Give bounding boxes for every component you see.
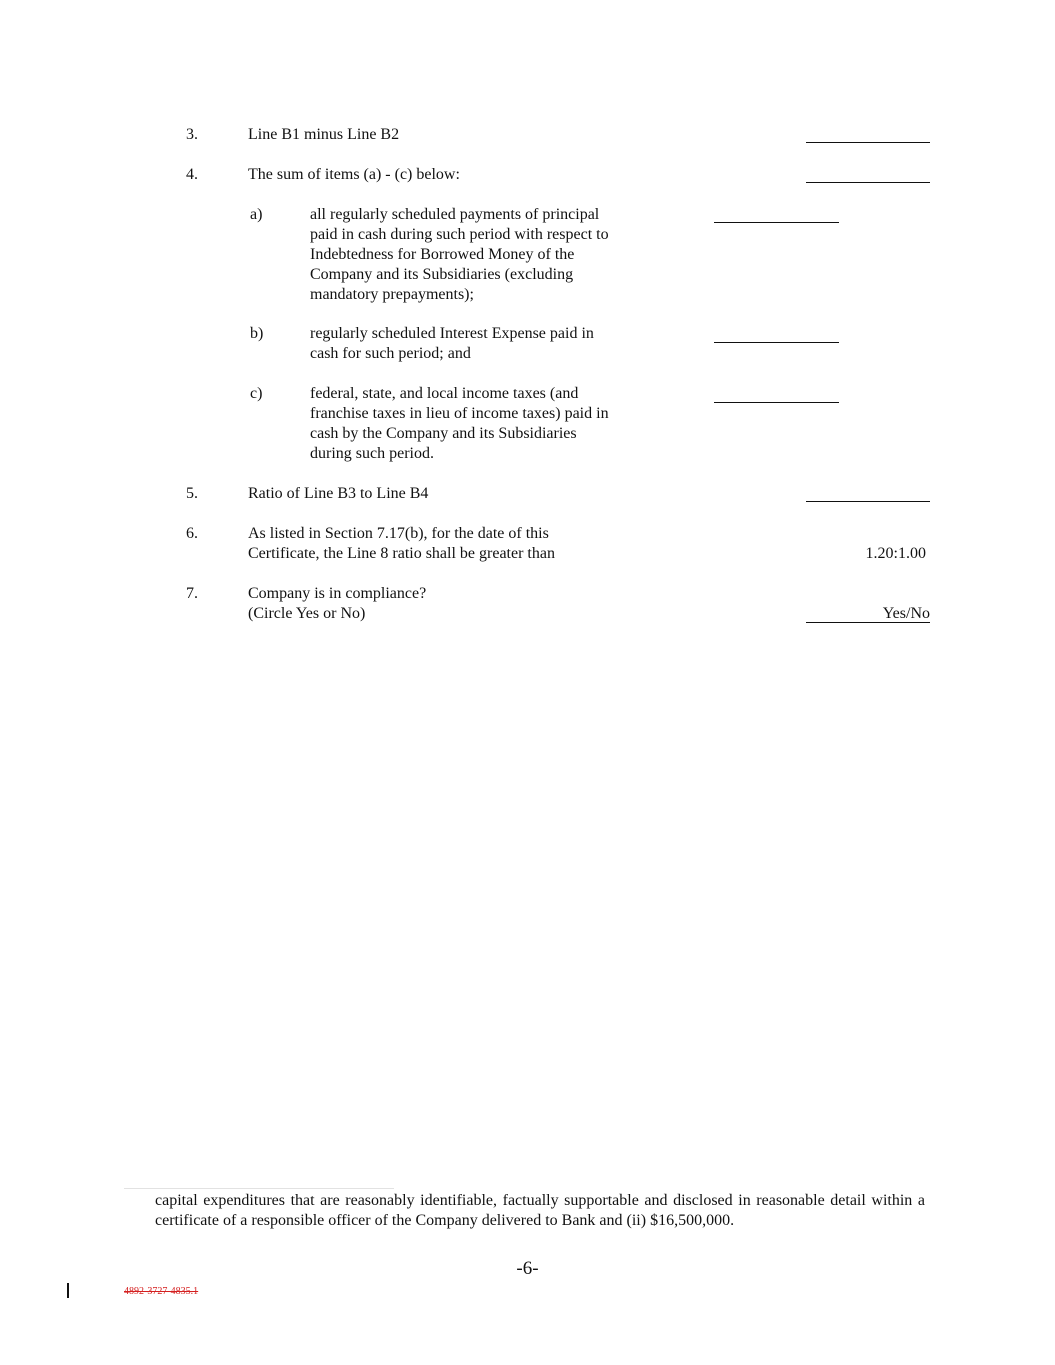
subitem-b-blank-line xyxy=(714,342,839,343)
item-4-text: The sum of items (a) - (c) below: xyxy=(248,166,460,183)
item-7-text-line-2: (Circle Yes or No) xyxy=(248,605,366,622)
item-4-number: 4. xyxy=(186,166,198,183)
document-id: 4892-3727-4835.1 xyxy=(124,1286,199,1297)
item-3-blank-line xyxy=(806,142,930,143)
item-5-number: 5. xyxy=(186,485,198,502)
item-5-blank-line xyxy=(806,501,930,502)
item-5-text: Ratio of Line B3 to Line B4 xyxy=(248,485,429,502)
subitem-b-text: regularly scheduled Interest Expense paid in cash for such period; and xyxy=(310,325,594,362)
item-3-number: 3. xyxy=(186,126,198,143)
item-6-number: 6. xyxy=(186,525,198,542)
item-7-number: 7. xyxy=(186,585,198,602)
item-6-ratio-value: 1.20:1.00 xyxy=(865,545,926,562)
item-7-text-line-1: Company is in compliance? xyxy=(248,585,427,602)
page-number: -6- xyxy=(516,1258,539,1279)
footnote-separator xyxy=(124,1188,394,1189)
subitem-c-letter: c) xyxy=(250,385,263,402)
revision-change-bar xyxy=(67,1283,69,1298)
subitem-a-letter: a) xyxy=(250,206,263,223)
item-3-text: Line B1 minus Line B2 xyxy=(248,126,400,143)
footnote-continuation: capital expenditures that are reasonably identifiable, factually supportable and disclosed in reasonable detail within a certificate of a responsible officer of the Company delivered to Bank and (ii) $16,500,000. xyxy=(155,1192,925,1229)
subitem-c-blank-line xyxy=(714,402,839,403)
subitem-b-letter: b) xyxy=(250,325,264,342)
item-6-text-line-1: As listed in Section 7.17(b), for the date of this xyxy=(248,525,549,542)
item-7-blank-line xyxy=(806,622,930,623)
item-4-blank-line xyxy=(806,182,930,183)
subitem-a-blank-line xyxy=(714,222,839,223)
subitem-a-text: all regularly scheduled payments of principal paid in cash during such period with respect to Indebtedness for Borrowed Money of the Company and its Subsidiaries (excluding mandatory prepayments); xyxy=(310,206,609,303)
item-7-yes-no-value: Yes/No xyxy=(882,605,930,622)
subitem-c-text: federal, state, and local income taxes (and franchise taxes in lieu of income taxes) paid in cash by the Company and its Subsidiaries during such period. xyxy=(310,385,609,462)
item-6-text-line-2: Certificate, the Line 8 ratio shall be greater than xyxy=(248,545,555,562)
